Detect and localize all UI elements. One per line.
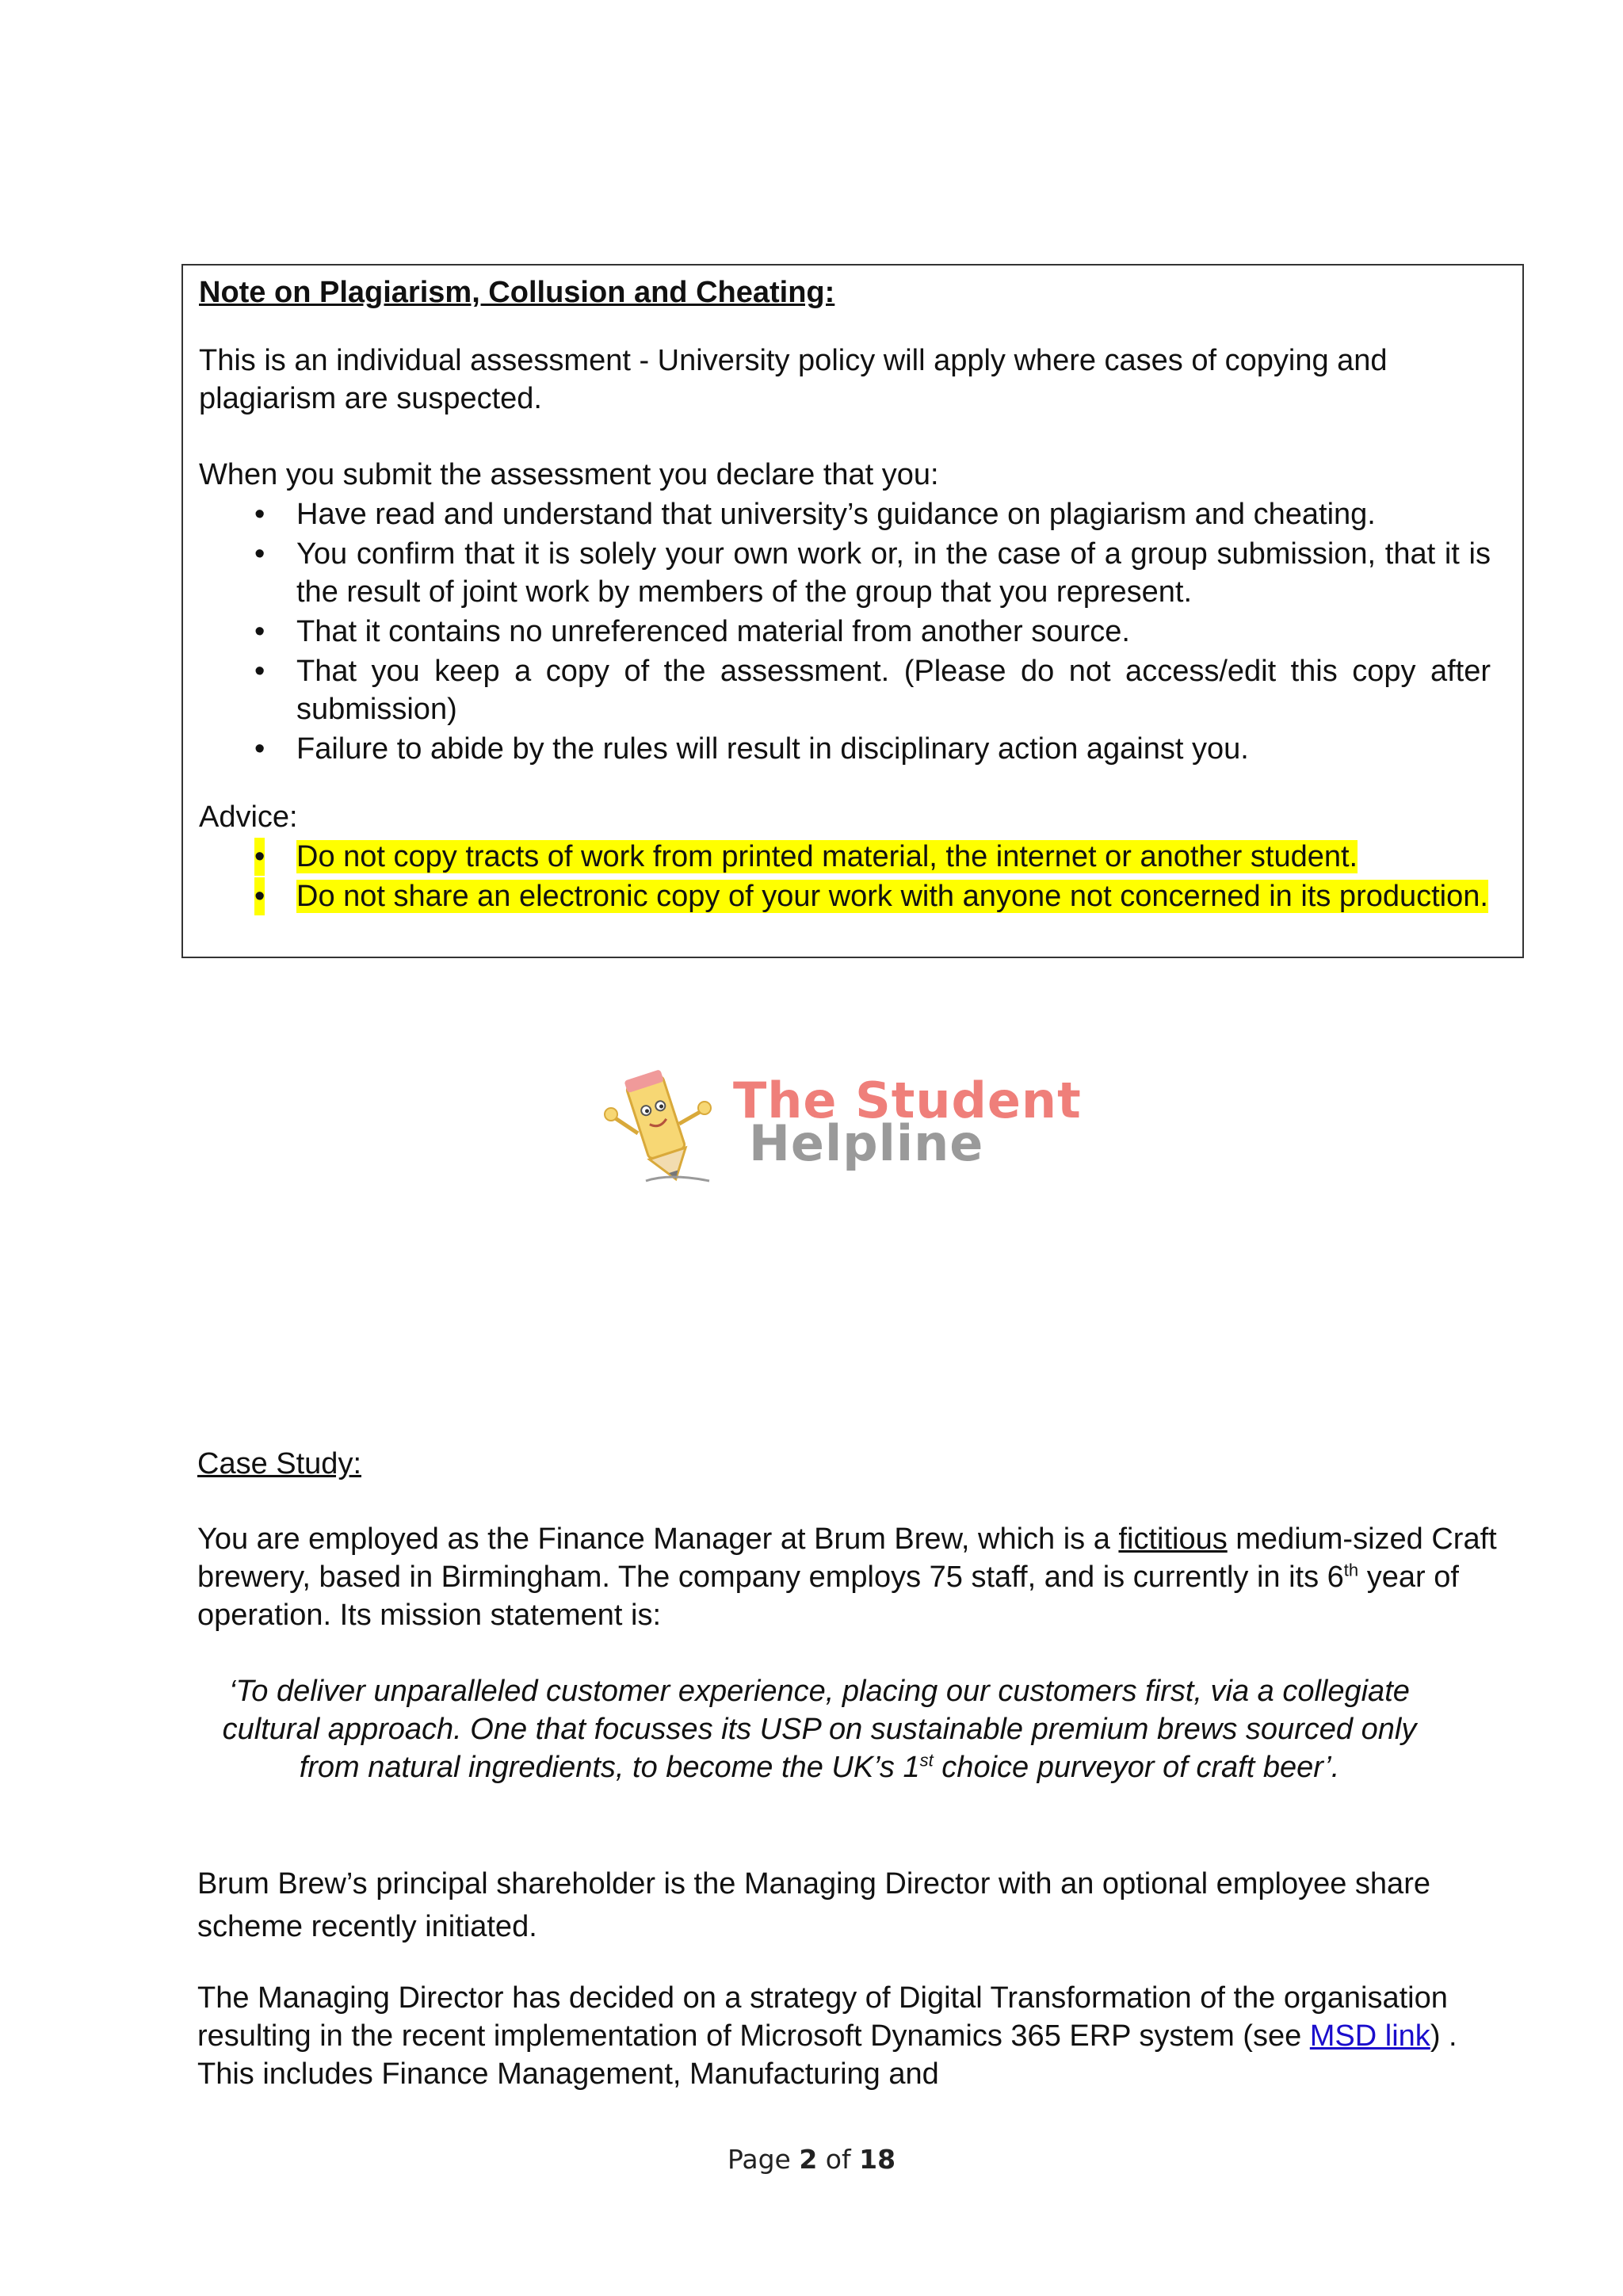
case-study-paragraph-3 (197, 1979, 1513, 2093)
notice-title: Note on Plagiarism, Collusion and Cheating: (199, 276, 835, 309)
msd-link[interactable]: MSD link (1309, 2019, 1430, 2053)
p1-superscript: th (1343, 1560, 1359, 1580)
advice-item (199, 838, 1491, 876)
declaration-list (199, 495, 1491, 770)
bullet-icon: • (254, 732, 265, 766)
pencil-mascot-icon (590, 1062, 733, 1189)
notice-intro: This is an individual assessment - University policy will apply where cases of copying and plagiarism are suspected. (199, 344, 1388, 415)
declaration-item (199, 495, 1491, 533)
logo-line-2: Helpline (749, 1114, 984, 1172)
footer-current-page: 2 (799, 2144, 818, 2175)
plagiarism-notice-box (181, 264, 1524, 958)
advice-text: Do not share an electronic copy of your work with anyone not concerned in its production. (296, 880, 1488, 913)
bullet-icon: • (254, 838, 265, 876)
declaration-text: Have read and understand that university’s guidance on plagiarism and cheating. (296, 498, 1376, 531)
bullet-icon: • (254, 615, 265, 648)
advice-label: Advice: (199, 800, 298, 834)
p3-text-b: ) . This includes Finance Management, Manufacturing and (197, 2019, 1457, 2091)
quote-superscript: st (919, 1750, 934, 1771)
footer-total-pages: 18 (859, 2144, 896, 2175)
fictitious-underline: fictitious (1118, 1522, 1228, 1556)
declaration-text: You confirm that it is solely your own work or, in the case of a group submission, that it is the result of joint work by members of the group that you represent. (296, 537, 1491, 609)
p1-text-c: year of operation. Its mission statement is: (197, 1561, 1459, 1632)
bullet-icon: • (254, 655, 265, 688)
case-study-paragraph-1 (197, 1520, 1513, 1634)
declaration-text: That you keep a copy of the assessment. (Please do not access/edit this copy after submission) (296, 655, 1491, 726)
declaration-text: Failure to abide by the rules will result in disciplinary action against you. (296, 732, 1249, 766)
quote-text-b: choice purveyor of craft beer’. (933, 1751, 1340, 1784)
quote-text-a: ‘To deliver unparalleled customer experience, placing our customers first, via a collegiate cultural approach. One that focusses its USP on sustainable premium brews sourced only from natural ingredients, to become the UK’s 1 (222, 1675, 1417, 1784)
declare-lead: When you submit the assessment you declare that you: (199, 458, 939, 491)
student-helpline-logo (590, 1062, 1082, 1189)
p1-text-b: medium-sized Craft brewery, based in Birmingham. The company employs 75 staff, and is currently in its 6 (197, 1522, 1497, 1594)
bullet-icon: • (254, 877, 265, 915)
advice-text: Do not copy tracts of work from printed material, the internet or another student. (296, 840, 1358, 873)
case-study-heading: Case Study: (197, 1447, 361, 1480)
footer-of-word: of (825, 2144, 851, 2175)
declaration-item (199, 535, 1491, 611)
p3-text-a: The Managing Director has decided on a strategy of Digital Transformation of the organisation resulting in the recent implementation of Microsoft Dynamics 365 ERP system (see (197, 1981, 1448, 2053)
bullet-icon: • (254, 498, 265, 531)
page-footer (0, 2144, 1623, 2175)
declaration-text: That it contains no unreferenced material from another source. (296, 615, 1130, 648)
footer-page-word: Page (727, 2144, 791, 2175)
p1-text-a: You are employed as the Finance Manager at Brum Brew, which is a (197, 1522, 1119, 1556)
declaration-item (199, 730, 1491, 768)
case-study-paragraph-2: Brum Brew’s principal shareholder is the Managing Director with an optional employee share scheme recently initiated. (197, 1867, 1430, 1943)
logo-line-1: The Student (733, 1072, 1082, 1129)
bullet-icon: • (254, 537, 265, 571)
mission-statement-quote (197, 1672, 1442, 1786)
declaration-item (199, 613, 1491, 651)
advice-list (199, 838, 1491, 917)
advice-item (199, 877, 1491, 915)
declaration-item (199, 652, 1491, 728)
